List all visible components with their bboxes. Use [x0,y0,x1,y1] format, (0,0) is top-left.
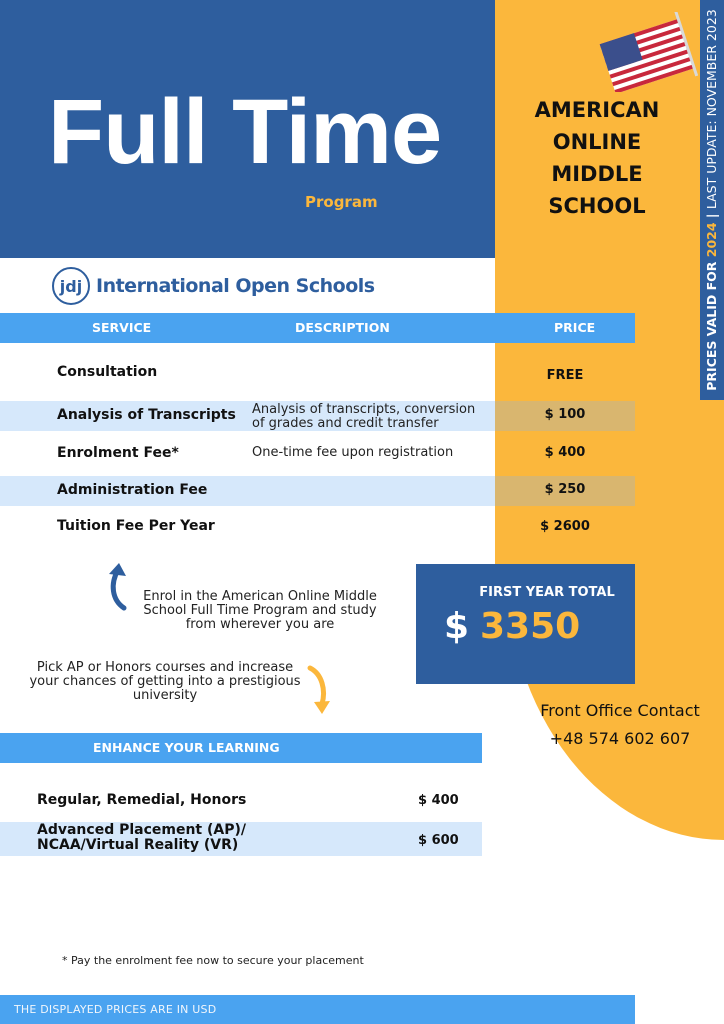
description-line: Analysis of transcripts, conversion [252,402,476,417]
service-consultation: Consultation [57,364,158,380]
total-currency: $ [444,606,470,647]
validity-text [702,0,722,400]
footnote: * Pay the enrolment fee now to secure your placement [62,954,364,967]
service-tuition: Tuition Fee Per Year [57,518,215,534]
last-update: LAST UPDATE: NOVEMBER 2023 [704,9,719,210]
total-amount: 3350 [480,606,581,647]
description-enrolment: One-time fee upon registration [252,445,454,460]
school-name-line: ONLINE [552,130,642,154]
column-header-service: SERVICE [92,320,152,335]
front-office-contact [520,697,720,753]
promo-line: your chances of getting into a prestigious [29,674,301,689]
curved-arrow-down-icon [300,664,340,716]
school-name-line: MIDDLE [551,162,643,186]
school-name-line: AMERICAN [534,98,660,122]
option-label-line: NCAA/Virtual Reality (VR) [37,837,239,853]
page-subtitle: Program [305,193,378,211]
promo-line: Enrol in the American Online Middle [143,589,377,604]
price-transcripts: $ 100 [544,407,586,422]
promo-ap-text [20,661,310,703]
price-enrolment: $ 400 [544,445,586,460]
description-line: of grades and credit transfer [252,416,439,431]
promo-line: from wherever you are [185,617,335,632]
option-advanced [37,823,246,853]
footer-text: THE DISPLAYED PRICES ARE IN USD [14,1003,217,1016]
validity-separator: | [704,209,719,223]
logo-name: International Open Schools [96,275,375,297]
price-administration: $ 250 [544,482,586,497]
service-transcripts: Analysis of Transcripts [57,407,236,423]
enhance-title: ENHANCE YOUR LEARNING [93,740,280,755]
promo-line: School Full Time Program and study [143,603,377,618]
school-logo [52,266,375,306]
promo-line: Pick AP or Honors courses and increase [36,660,294,675]
logo-mark-icon: jdj [52,267,90,305]
page-title: Full Time [48,81,442,183]
contact-phone[interactable]: +48 574 602 607 [549,729,691,748]
us-flag-icon [598,12,698,92]
promo-enrol-text [130,590,390,632]
total-label: FIRST YEAR TOTAL [479,585,615,600]
option-label-line: Advanced Placement (AP)/ [37,822,247,838]
option-regular-price: $ 400 [418,793,459,808]
promo-line: university [132,688,198,703]
option-advanced-price: $ 600 [418,833,459,848]
service-enrolment: Enrolment Fee* [57,445,179,461]
column-header-price: PRICE [554,320,596,335]
validity-prefix: PRICES VALID FOR [704,257,719,391]
price-tuition: $ 2600 [540,519,590,534]
validity-year: 2024 [704,222,719,258]
service-administration: Administration Fee [57,482,208,498]
column-header-description: DESCRIPTION [295,320,390,335]
contact-title: Front Office Contact [540,701,700,720]
description-transcripts [252,403,475,431]
price-consultation: FREE [546,368,584,383]
option-regular: Regular, Remedial, Honors [37,792,247,808]
school-name-line: SCHOOL [548,194,646,218]
school-name [512,94,682,222]
